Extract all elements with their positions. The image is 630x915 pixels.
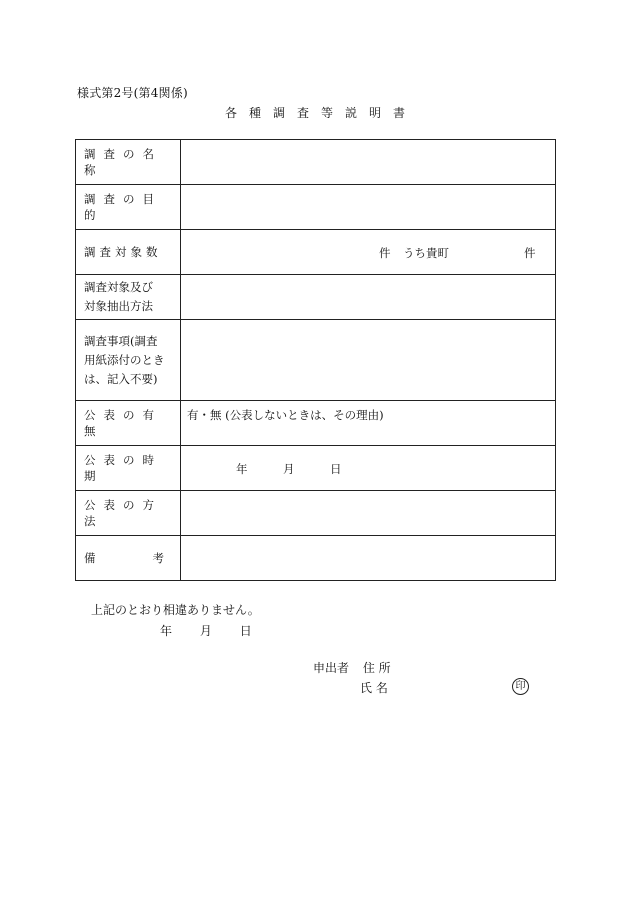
row-publication [76, 401, 556, 446]
date-day: 日 [239, 624, 252, 638]
field-target-count[interactable] [181, 230, 556, 275]
label-survey-name: 調査の名称 [76, 140, 181, 185]
field-survey-name[interactable] [181, 140, 556, 185]
field-publication-method[interactable] [181, 491, 556, 536]
count-unit: 件 [379, 246, 391, 260]
within-town-label: うち貴町 [403, 246, 449, 260]
field-survey-purpose[interactable] [181, 185, 556, 230]
remarks-right: 考 [152, 551, 164, 565]
label-target-method [76, 275, 181, 320]
row-target-method [76, 275, 556, 320]
label-line: は、記入不要) [84, 371, 158, 386]
label-line: 用紙添付のとき [84, 352, 165, 367]
row-publication-timing [76, 446, 556, 491]
confirmation-text: 上記のとおり相違ありません。 [91, 603, 260, 617]
applicant-label: 申出者 [313, 661, 350, 675]
within-town-unit: 件 [524, 246, 536, 260]
row-survey-items [76, 320, 556, 401]
field-publication[interactable] [181, 401, 556, 446]
publication-choice: 有・無 (公表しないときは、その理由) [187, 408, 384, 422]
applicant-address-line [313, 659, 391, 676]
label-publication-timing: 公表の時期 [76, 446, 181, 491]
label-publication-method: 公表の方法 [76, 491, 181, 536]
field-survey-items[interactable] [181, 320, 556, 401]
timing-year: 年 [236, 462, 248, 476]
label-survey-items [76, 320, 181, 401]
timing-month: 月 [283, 462, 295, 476]
document-title: 各種調査等説明書 [225, 106, 418, 120]
field-target-method[interactable] [181, 275, 556, 320]
survey-form-table [75, 139, 556, 581]
label-target-count: 調査対象数 [76, 230, 181, 275]
label-line: 対象抽出方法 [84, 299, 153, 313]
name-label: 氏 名 [360, 681, 388, 695]
row-survey-purpose [76, 185, 556, 230]
seal-mark: 印 [512, 678, 529, 695]
label-survey-purpose: 調査の目的 [76, 185, 181, 230]
row-remarks [76, 536, 556, 581]
address-label: 住 所 [362, 661, 391, 675]
timing-day: 日 [330, 462, 342, 476]
remarks-left: 備 [84, 551, 96, 565]
date-year: 年 [160, 624, 173, 638]
label-publication: 公表の有無 [76, 401, 181, 446]
field-publication-timing[interactable] [181, 446, 556, 491]
row-survey-name [76, 140, 556, 185]
label-line: 調査対象及び [84, 280, 153, 294]
applicant-name-line [360, 679, 388, 696]
form-number: 様式第2号(第4関係) [77, 86, 188, 100]
row-target-count [76, 230, 556, 275]
row-publication-method [76, 491, 556, 536]
date-month: 月 [199, 624, 212, 638]
label-remarks [76, 536, 181, 581]
field-remarks[interactable] [181, 536, 556, 581]
submission-date [160, 622, 252, 639]
label-line: 調査事項(調査 [84, 333, 158, 348]
